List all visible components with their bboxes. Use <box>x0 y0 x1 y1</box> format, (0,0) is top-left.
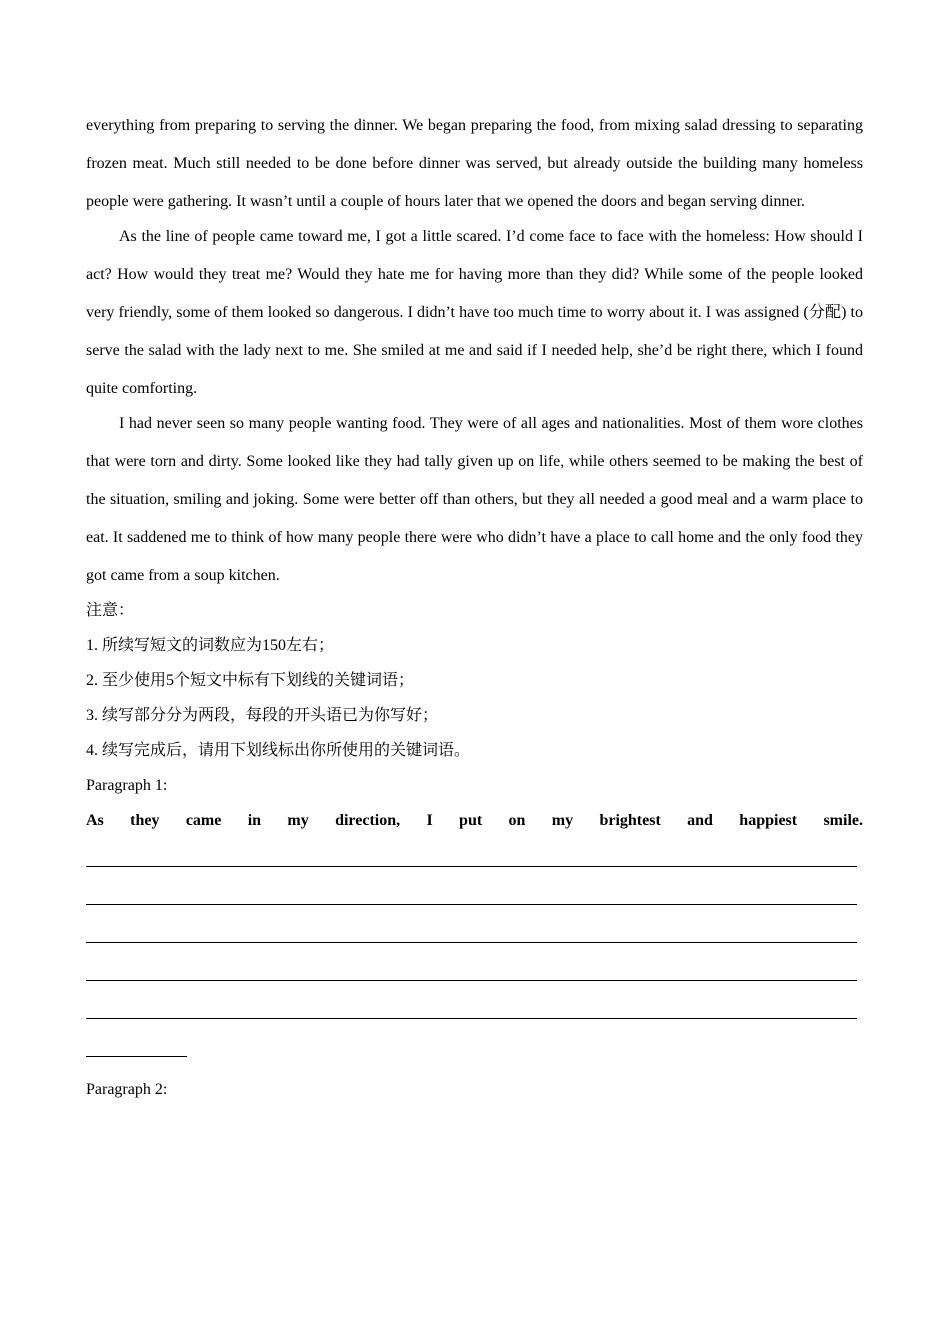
answer-rule <box>86 980 857 981</box>
passage-paragraph-1: everything from preparing to serving the dinner. We began preparing the food, from mixing salad dressing to separating frozen meat. Much still needed to be done before dinner was served, but already outside the building many homeless people were gathering. It wasn’t until a couple of hours later that we opened the doors and began serving dinner. <box>86 117 863 210</box>
note-item-4: 4. 续写完成后，请用下划线标出你所使用的关键词语。 <box>86 742 471 759</box>
passage-paragraph-2: As the line of people came toward me, I got a little scared. I’d come face to face with the homeless: How should I act? How would they treat me? Would they hate me for having more than they did? While some of the people looked very friendly, some of them looked so dangerous. I didn’t have too much time to worry about it. I was assigned (分配) to serve the salad with the lady next to me. She smiled at me and said if I needed help, she’d be right there, which I found quite comforting. <box>86 228 863 397</box>
note-item-2: 2. 至少使用5个短文中标有下划线的关键词语； <box>86 672 415 689</box>
document-page <box>86 107 863 1107</box>
answer-rule <box>86 866 857 867</box>
answer-rule <box>86 1056 187 1057</box>
answer-line-5[interactable] <box>86 990 863 1028</box>
answer-rule <box>86 942 857 943</box>
answer-rule <box>86 904 857 905</box>
notes-heading: 注意： <box>86 602 135 619</box>
answer-line-6[interactable] <box>86 1028 863 1066</box>
note-item-1: 1. 所续写短文的词数应为150左右； <box>86 637 335 654</box>
answer-line-1[interactable] <box>86 838 863 876</box>
note-item-3: 3. 续写部分分为两段，每段的开头语已为你写好； <box>86 707 439 724</box>
paragraph-2-label: Paragraph 2: <box>86 1081 168 1098</box>
answer-line-3[interactable] <box>86 914 863 952</box>
paragraph-1-label: Paragraph 1: <box>86 777 168 794</box>
answer-line-4[interactable] <box>86 952 863 990</box>
paragraph-1-opening: As they came in my direction, I put on my brightest and happiest smile. <box>86 812 863 829</box>
passage-paragraph-3: I had never seen so many people wanting food. They were of all ages and nationalities. Most of them wore clothes that were torn and dirty. Some looked like they had tally given up on life, while others seemed to be making the best of the situation, smiling and joking. Some were better off than others, but they all needed a good meal and a warm place to eat. It saddened me to think of how many people there were who didn’t have a place to call home and the only food they got came from a soup kitchen. <box>86 415 863 584</box>
answer-rule <box>86 1018 857 1019</box>
answer-line-2[interactable] <box>86 876 863 914</box>
